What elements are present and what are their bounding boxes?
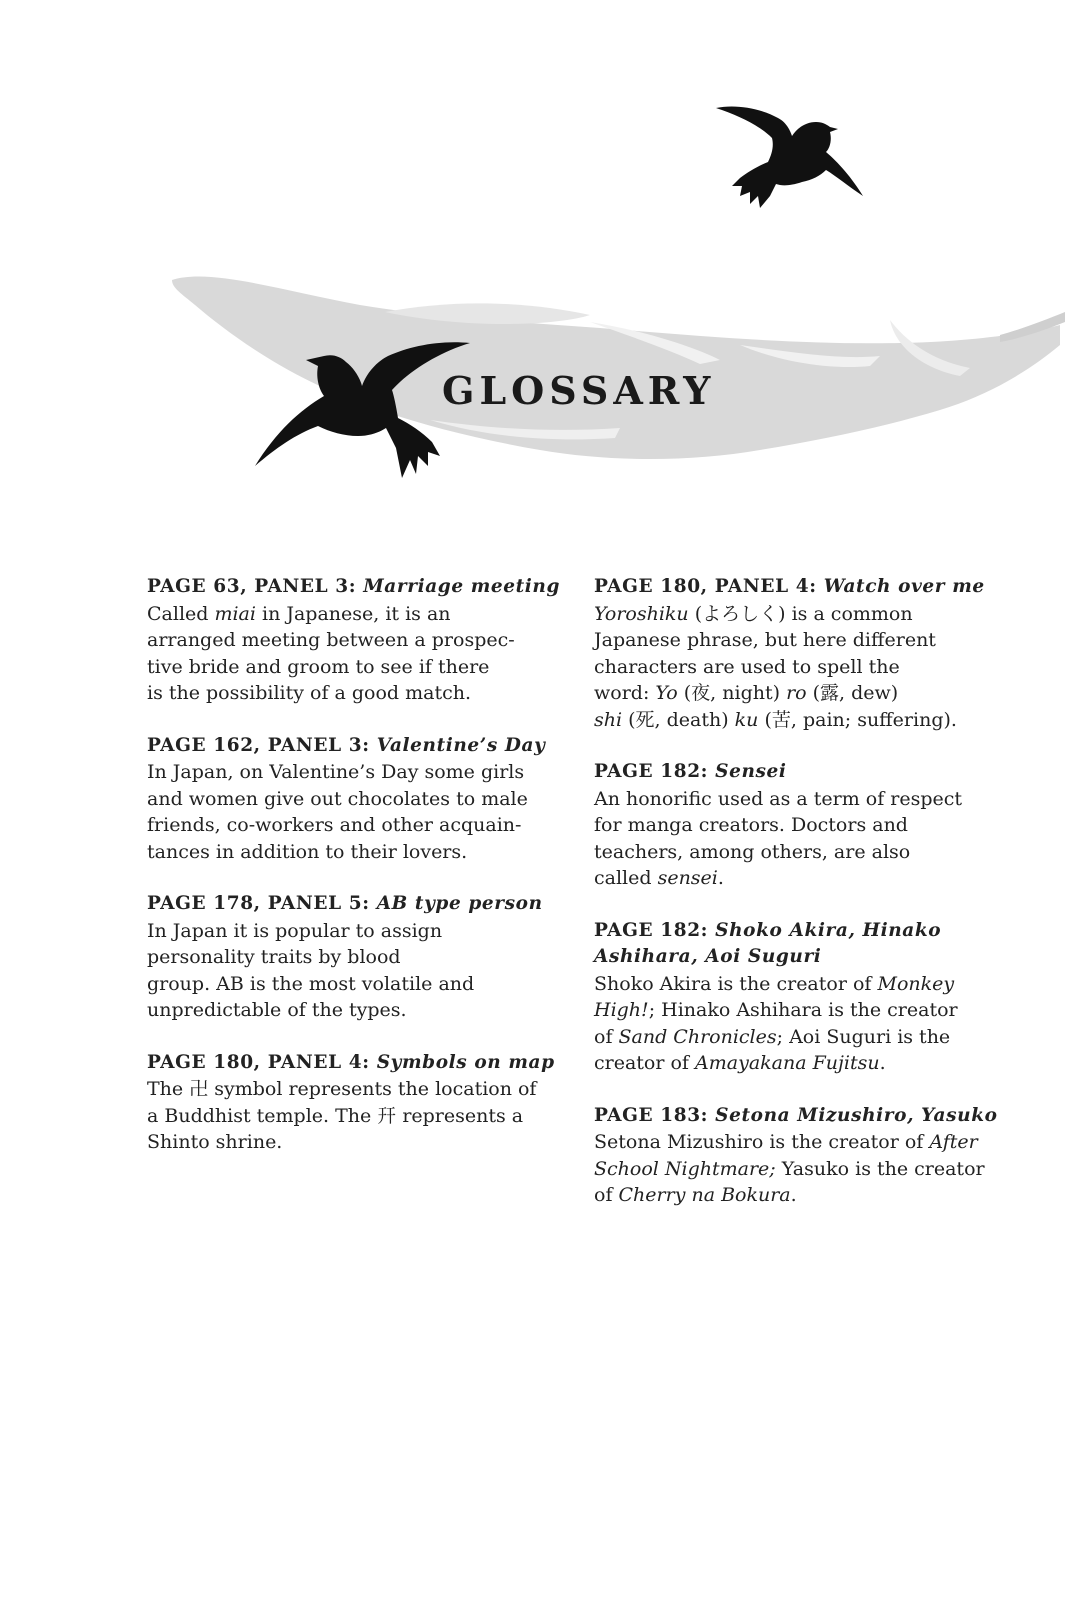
entry-topic: AB type person xyxy=(376,893,543,914)
definition-line: friends, co-workers and other acquain- xyxy=(147,814,522,836)
definition-line: The 卍 symbol represents the location of xyxy=(147,1078,537,1100)
definition-line: creator of Amayakana Fujitsu. xyxy=(594,1052,886,1074)
glossary-entry xyxy=(147,1050,567,1156)
entry-reference: PAGE 182: xyxy=(594,919,709,941)
definition-line: group. AB is the most volatile and xyxy=(147,972,475,995)
entry-definition xyxy=(594,786,1014,892)
glossary-entry xyxy=(594,1103,1014,1209)
definition-line: for manga creators. Doctors and xyxy=(594,814,908,836)
entry-reference: PAGE 162, PANEL 3: xyxy=(147,734,370,756)
definition-line: In Japan it is popular to assign xyxy=(147,919,443,942)
entry-topic: Marriage meeting xyxy=(363,576,561,597)
definition-line: Shoko Akira is the creator of Monkey xyxy=(594,972,955,995)
definition-line: Shinto shrine. xyxy=(147,1131,283,1153)
definition-line: called sensei. xyxy=(594,867,724,889)
entry-definition xyxy=(147,918,567,1024)
entry-definition xyxy=(147,601,567,707)
definition-line: arranged meeting between a prospec- xyxy=(147,629,515,651)
page-title: GLOSSARY xyxy=(442,368,716,413)
entry-definition xyxy=(594,601,1014,734)
glossary-column-right xyxy=(594,574,1014,1235)
glossary-column-left xyxy=(147,574,567,1182)
glossary-entry xyxy=(147,891,567,1024)
definition-line: Called miai in Japanese, it is an xyxy=(147,602,451,625)
entry-definition xyxy=(594,1129,1014,1209)
entry-reference: PAGE 178, PANEL 5: xyxy=(147,893,370,914)
entry-reference: PAGE 180, PANEL 4: xyxy=(147,1051,370,1073)
glossary-entry xyxy=(147,733,567,866)
definition-line: characters are used to spell the xyxy=(594,655,900,678)
entry-topic: Sensei xyxy=(715,761,787,782)
entry-topic: Setona Mizushiro, Yasuko xyxy=(715,1104,998,1126)
definition-line: and women give out chocolates to male xyxy=(147,787,528,810)
entry-heading xyxy=(594,918,1014,945)
definition-line: of Sand Chronicles; Aoi Suguri is the xyxy=(594,1025,951,1048)
entry-topic: Ashihara, Aoi Suguri xyxy=(594,946,822,967)
header-illustration xyxy=(0,0,1067,520)
definition-line: word: Yo (夜, night) ro (露, dew) xyxy=(594,682,899,704)
glossary-entry xyxy=(594,918,1014,1077)
entry-reference: PAGE 183: xyxy=(594,1104,709,1126)
definition-line: a Buddhist temple. The 幵 represents a xyxy=(147,1104,524,1127)
definition-line: tances in addition to their lovers. xyxy=(147,840,468,863)
definition-line: tive bride and groom to see if there xyxy=(147,655,490,678)
definition-line: unpredictable of the types. xyxy=(147,999,407,1021)
entry-reference: PAGE 180, PANEL 4: xyxy=(594,576,817,597)
definition-line: is the possibility of a good match. xyxy=(147,682,472,704)
entry-heading-continued xyxy=(594,944,1014,971)
definition-line: personality traits by blood xyxy=(147,946,401,968)
bird-silhouette-icon xyxy=(716,106,863,208)
entry-heading xyxy=(147,733,567,760)
entry-heading xyxy=(594,574,1014,601)
entry-heading xyxy=(594,1103,1014,1130)
entry-topic: Shoko Akira, Hinako xyxy=(715,919,942,941)
definition-line: Japanese phrase, but here different xyxy=(594,629,936,651)
glossary-entry xyxy=(594,759,1014,892)
definition-line: Setona Mizushiro is the creator of After xyxy=(594,1131,978,1153)
definition-line: In Japan, on Valentine’s Day some girls xyxy=(147,761,525,783)
entry-topic: Symbols on map xyxy=(376,1051,555,1073)
entry-reference: PAGE 182: xyxy=(594,761,709,782)
definition-line: Yoroshiku (よろしく) is a common xyxy=(594,602,913,625)
glossary-entry xyxy=(594,574,1014,733)
entry-heading xyxy=(147,574,567,601)
entry-heading xyxy=(147,891,567,918)
entry-definition xyxy=(147,1076,567,1156)
entry-topic: Valentine’s Day xyxy=(376,734,546,756)
entry-definition xyxy=(594,971,1014,1077)
entry-heading xyxy=(594,759,1014,786)
entry-definition xyxy=(147,759,567,865)
definition-line: An honorific used as a term of respect xyxy=(594,787,963,810)
definition-line: School Nightmare; Yasuko is the creator xyxy=(594,1157,985,1180)
definition-line: teachers, among others, are also xyxy=(594,840,911,863)
entry-topic: Watch over me xyxy=(823,576,985,597)
definition-line: High!; Hinako Ashihara is the creator xyxy=(594,999,958,1021)
entry-reference: PAGE 63, PANEL 3: xyxy=(147,576,357,597)
definition-line: of Cherry na Bokura. xyxy=(594,1184,797,1206)
glossary-entry xyxy=(147,574,567,707)
definition-line: shi (死, death) ku (苦, pain; suffering). xyxy=(594,708,957,731)
entry-heading xyxy=(147,1050,567,1077)
